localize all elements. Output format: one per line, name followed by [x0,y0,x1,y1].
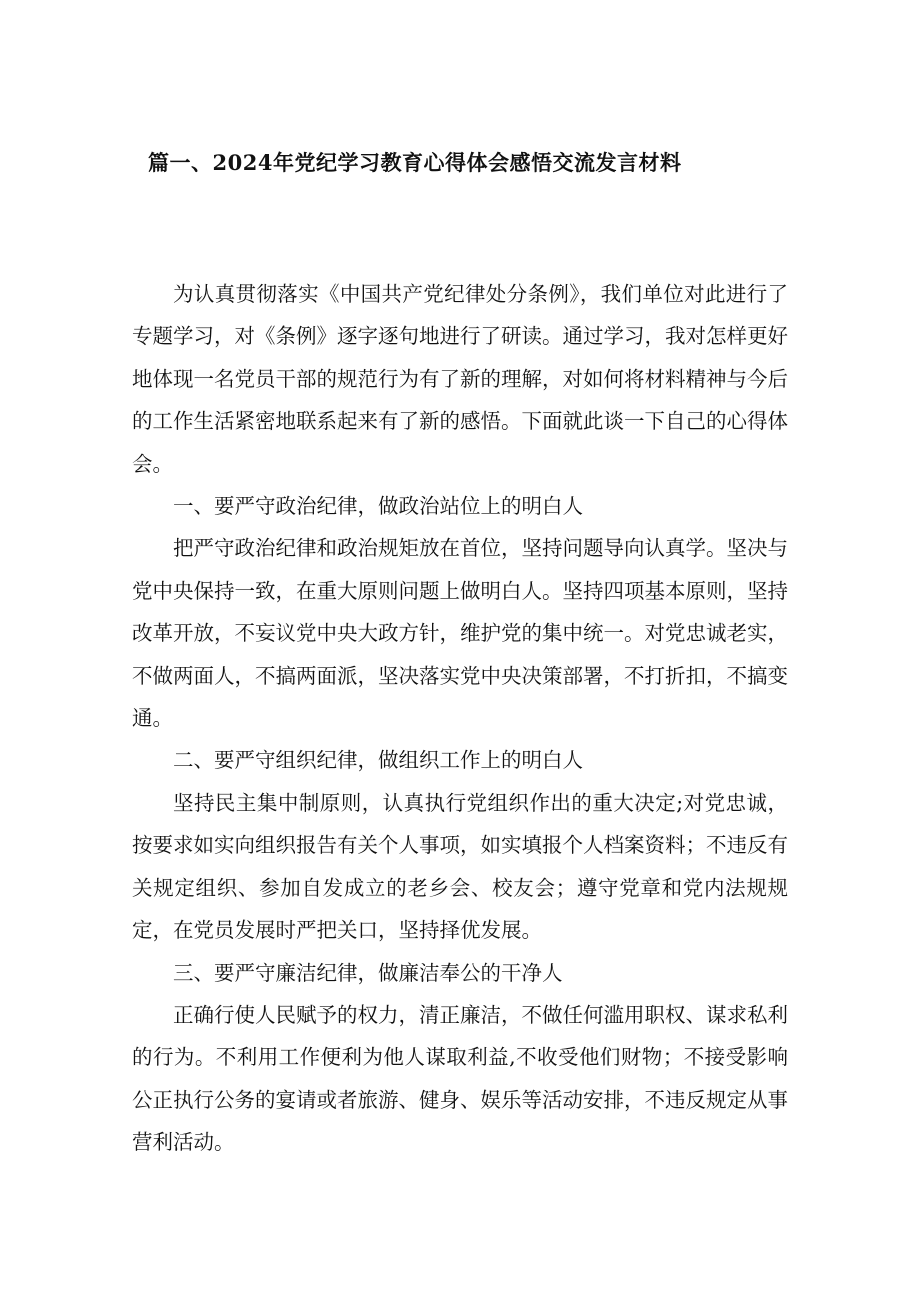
document-title: 篇一、2024年党纪学习教育心得体会感悟交流发言材料 [148,150,682,175]
intro-paragraph: 为认真贯彻落实《中国共产党纪律处分条例》，我们单位对此进行了专题学习，对《条例》逐字逐句地进行了研读。通过学习，我对怎样更好地体现一名党员干部的规范行为有了新的理解，对如何将材料精神与今后的工作生活紧密地联系起来有了新的感悟。下面就此谈一下自己的心得体会。 [132,282,788,476]
section-body-organizational: 坚持民主集中制原则，认真执行党组织作出的重大决定;对党忠诚，按要求如实向组织报告有关个人事项，如实填报个人档案资料；不违反有关规定组织、参加自发成立的老乡会、校友会；遵守党章和党内法规规定，在党员发展时严把关口，坚持择优发展。 [132,790,788,943]
section-body-political: 把严守政治纪律和政治规矩放在首位，坚持问题导向认真学。坚决与党中央保持一致，在重大原则问题上做明白人。坚持四项基本原则，坚持改革开放，不妄议党中央大政方针，维护党的集中统一。对党忠诚老实，不做两面人，不搞两面派，坚决落实党中央决策部署，不打折扣，不搞变通。 [132,536,788,731]
document-body [132,273,788,1164]
section-heading-political: 一、要严守政治纪律，做政治站位上的明白人 [173,494,583,519]
section-heading-organizational: 二、要严守组织纪律，做组织工作上的明白人 [173,748,583,773]
section-body-integrity: 正确行使人民赋予的权力，清正廉洁，不做任何滥用职权、谋求私利的行为。不利用工作便利为他人谋取利益,不收受他们财物；不接受影响公正执行公务的宴请或者旅游、健身、娱乐等活动安排，不违反规定从事营利活动。 [132,1002,788,1155]
section-heading-integrity: 三、要严守廉洁纪律，做廉洁奉公的干净人 [173,960,563,985]
